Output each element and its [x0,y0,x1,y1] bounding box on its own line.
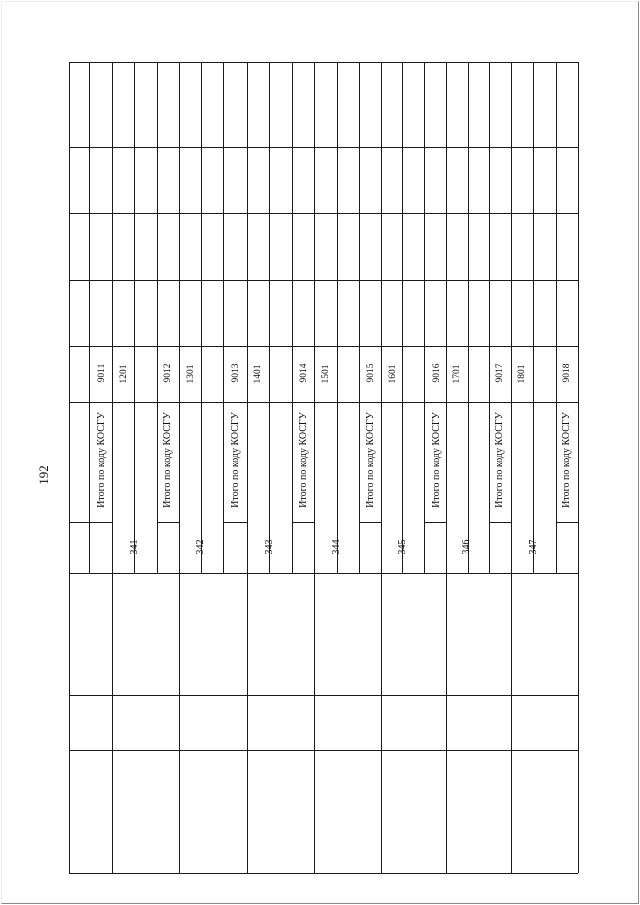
column-divider [69,695,578,696]
subrow-divider [359,62,360,573]
group-number: 344 [331,539,342,555]
total-code: 9015 [366,363,376,383]
subrow-divider [402,62,403,573]
group-number: 342 [195,539,206,555]
sub-code: 1701 [452,364,462,384]
group-divider [511,62,512,873]
sub-code: 1601 [388,364,398,384]
total-code: 9013 [231,363,241,383]
total-label: Итого по коду КОСГУ [431,412,442,508]
column-divider [424,573,446,574]
column-divider [511,573,556,574]
total-label: Итого по коду КОСГУ [96,412,107,508]
column-divider [157,522,179,523]
column-divider [314,573,359,574]
subrow-divider [468,62,469,573]
subrow-divider [556,62,557,573]
sub-code: 1401 [253,364,263,384]
subrow-divider [134,62,135,573]
total-code: 9014 [299,363,309,383]
column-divider [69,750,578,751]
sub-code: 1801 [517,364,527,384]
column-divider [179,573,223,574]
page-number: 192 [36,465,51,485]
group-divider [314,62,315,873]
table-border-right [578,62,579,873]
column-divider [292,573,314,574]
column-divider [556,522,578,523]
group-divider [381,62,382,873]
total-code: 9017 [495,363,505,383]
column-divider [223,573,247,574]
column-divider [69,522,112,523]
group-number: 345 [397,539,408,555]
column-divider [69,346,578,347]
column-divider [69,213,578,214]
group-divider [179,62,180,873]
group-divider [446,62,447,873]
table-border-bottom [69,873,578,874]
sub-code: 1301 [186,364,196,384]
subrow-divider [223,62,224,573]
table-border-left [69,62,70,873]
subrow-divider [533,62,534,573]
subrow-divider [337,62,338,573]
group-number: 343 [264,539,275,555]
subrow-divider [269,62,270,573]
column-divider [223,522,247,523]
column-divider [292,522,314,523]
total-code: 9016 [432,363,442,383]
column-divider [489,522,511,523]
column-divider [489,573,511,574]
group-number: 346 [461,539,472,555]
column-divider [112,573,157,574]
group-number: 341 [129,539,140,555]
column-divider [247,573,292,574]
total-label: Итого по коду КОСГУ [494,412,505,508]
total-label: Итого по коду КОСГУ [162,412,173,508]
total-code: 9011 [97,363,107,383]
total-label: Итого по коду КОСГУ [365,412,376,508]
subrow-divider [201,62,202,573]
column-divider [359,522,381,523]
column-divider [359,573,381,574]
column-divider [381,573,424,574]
column-divider [424,522,446,523]
total-code: 9018 [562,363,572,383]
group-divider [247,62,248,873]
column-divider [69,402,578,403]
total-label: Итого по коду КОСГУ [561,412,572,508]
column-divider [69,573,112,574]
group-divider [112,62,113,873]
subrow-divider [489,62,490,573]
subrow-divider [89,62,90,573]
total-label: Итого по коду КОСГУ [298,412,309,508]
subrow-divider [424,62,425,573]
sub-code: 1201 [119,364,129,384]
column-divider [157,573,179,574]
table-border-top [69,62,578,63]
total-label: Итого по коду КОСГУ [230,412,241,508]
total-code: 9012 [163,363,173,383]
subrow-divider [292,62,293,573]
sub-code: 1501 [321,364,331,384]
column-divider [69,280,578,281]
column-divider [446,573,489,574]
column-divider [69,147,578,148]
subrow-divider [157,62,158,573]
column-divider [556,573,578,574]
group-number: 347 [528,539,539,555]
